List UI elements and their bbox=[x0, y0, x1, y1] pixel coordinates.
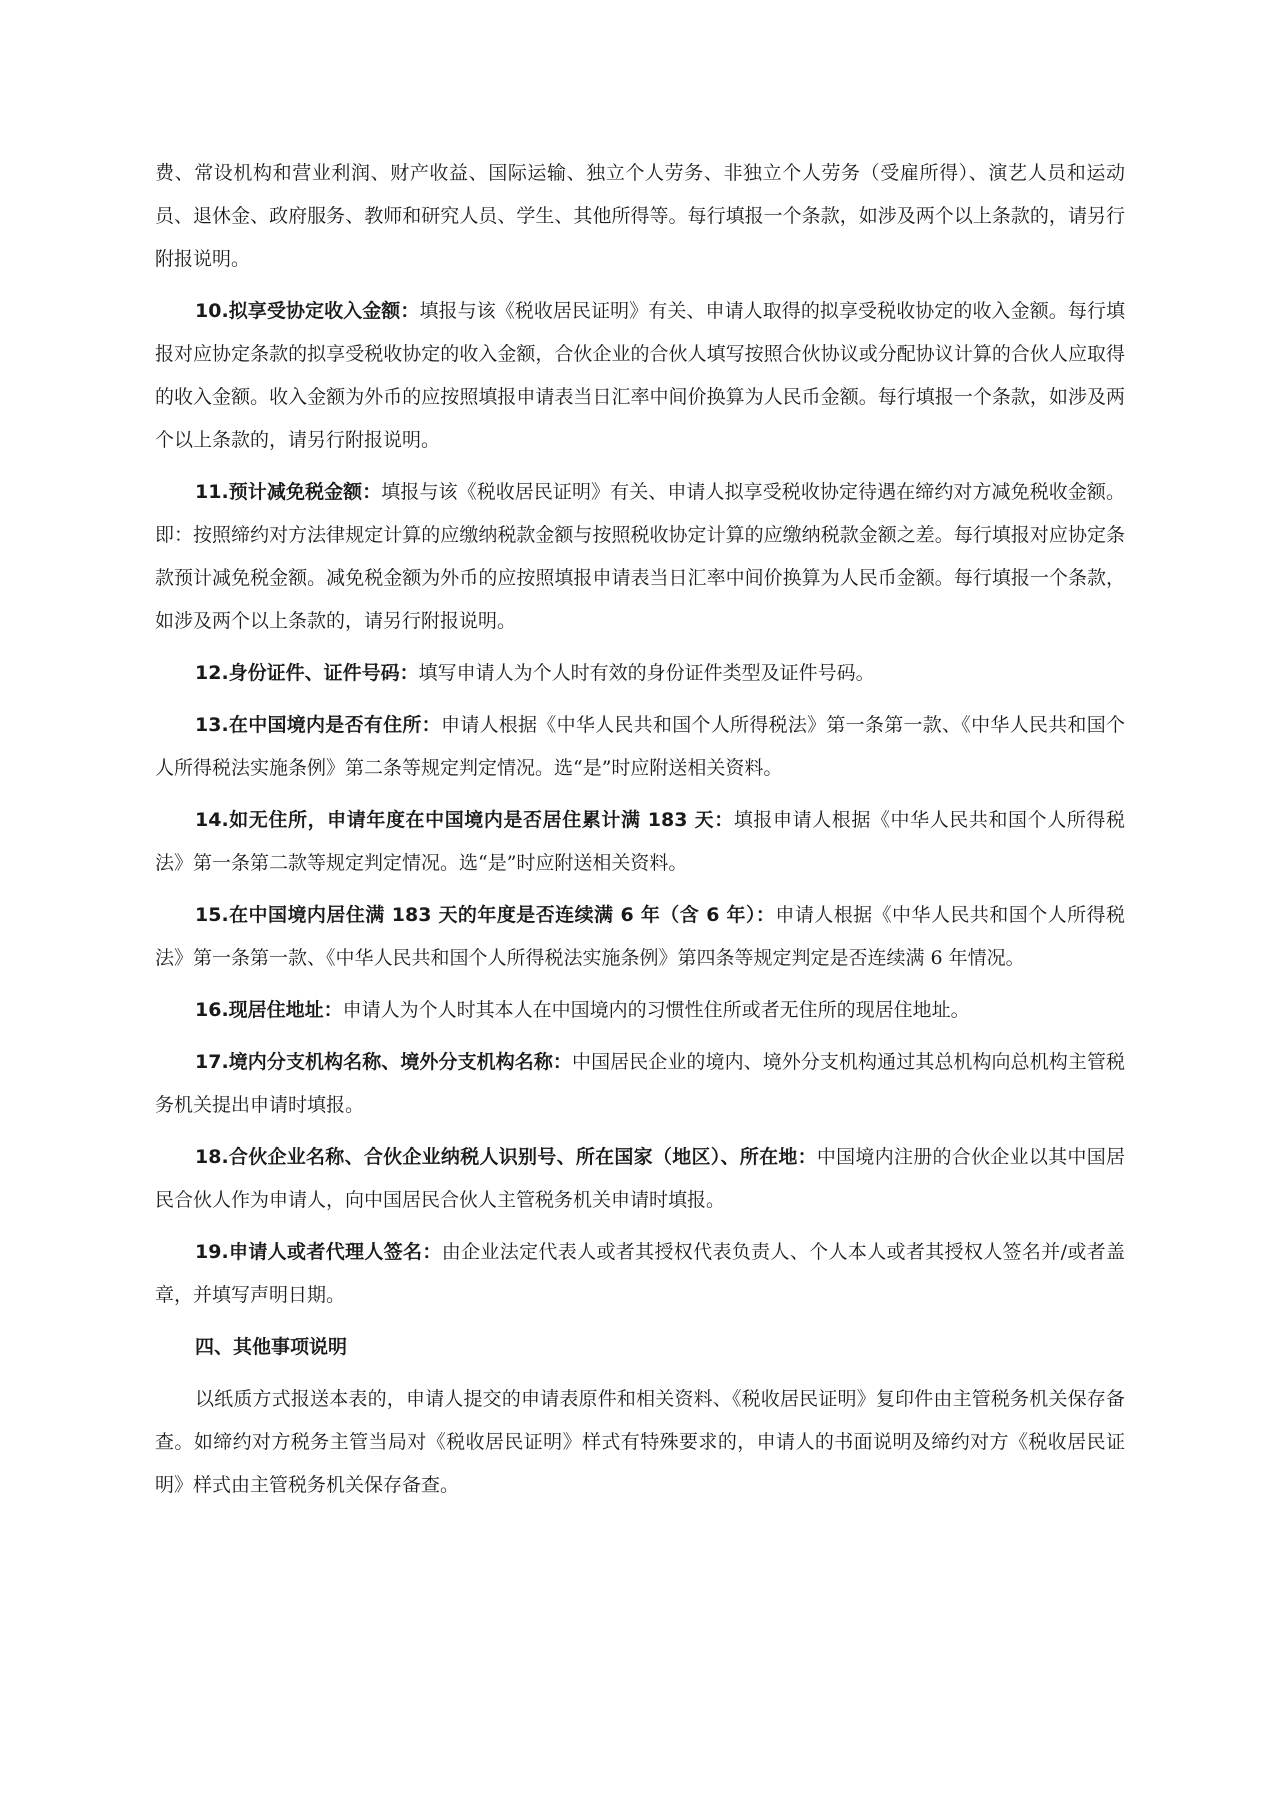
item-12-text: 填写申请人为个人时有效的身份证件类型及证件号码。 bbox=[418, 662, 875, 684]
item-18-term: 18.合伙企业名称、合伙企业纳税人识别号、所在国家（地区）、所在地： bbox=[195, 1146, 817, 1168]
item-14-paragraph bbox=[155, 799, 1125, 885]
item-10-text: 填报与该《税收居民证明》有关、申请人取得的拟享受税收协定的收入金额。每行填报对应协定条款的拟享受税收协定的收入金额，合伙企业的合伙人填写按照合伙协议或分配协议计算的合伙人应取得的收入金额。收入金额为外币的应按照填报申请表当日汇率中间价换算为人民币金额。每行填报一个条款，如涉及两个以上条款的，请另行附报说明。 bbox=[155, 300, 1125, 451]
item-18-paragraph bbox=[155, 1136, 1125, 1222]
item-13-paragraph bbox=[155, 704, 1125, 790]
item-10-term: 10.拟享受协定收入金额： bbox=[195, 300, 420, 322]
section-4-heading: 四、其他事项说明 bbox=[195, 1336, 348, 1358]
item-16-text: 申请人为个人时其本人在中国境内的习惯性住所或者无住所的现居住地址。 bbox=[342, 999, 970, 1021]
item-15-term: 15.在中国境内居住满 183 天的年度是否连续满 6 年（含 6 年）： bbox=[195, 904, 776, 926]
item-13-term: 13.在中国境内是否有住所： bbox=[195, 714, 441, 736]
item-11-paragraph bbox=[155, 471, 1125, 643]
item-16-term: 16.现居住地址： bbox=[195, 999, 343, 1021]
item-19-term: 19.申请人或者代理人签名： bbox=[195, 1241, 442, 1263]
item-13-text: 申请人根据《中华人民共和国个人所得税法》第一条第一款、《中华人民共和国个人所得税法实施条例》第二条等规定判定情况。选“是”时应附送相关资料。 bbox=[155, 714, 1125, 779]
document-body bbox=[155, 152, 1125, 1516]
continuation-paragraph: 费、常设机构和营业利润、财产收益、国际运输、独立个人劳务、非独立个人劳务（受雇所得）、演艺人员和运动员、退休金、政府服务、教师和研究人员、学生、其他所得等。每行填报一个条款，如涉及两个以上条款的，请另行附报说明。 bbox=[155, 162, 1125, 270]
item-19-text: 由企业法定代表人或者其授权代表负责人、个人本人或者其授权人签名并/或者盖章，并填写声明日期。 bbox=[155, 1241, 1125, 1306]
item-19-paragraph bbox=[155, 1231, 1125, 1317]
item-15-text: 申请人根据《中华人民共和国个人所得税法》第一条第一款、《中华人民共和国个人所得税法实施条例》第四条等规定判定是否连续满 6 年情况。 bbox=[155, 904, 1125, 969]
item-17-text: 中国居民企业的境内、境外分支机构通过其总机构向总机构主管税务机关提出申请时填报。 bbox=[155, 1051, 1125, 1116]
item-12-term: 12.身份证件、证件号码： bbox=[195, 662, 419, 684]
item-17-term: 17.境内分支机构名称、境外分支机构名称： bbox=[195, 1051, 572, 1073]
item-18-text: 中国境内注册的合伙企业以其中国居民合伙人作为申请人，向中国居民合伙人主管税务机关申请时填报。 bbox=[155, 1146, 1125, 1211]
item-14-term: 14.如无住所，申请年度在中国境内是否居住累计满 183 天： bbox=[195, 809, 734, 831]
item-17-paragraph bbox=[155, 1041, 1125, 1127]
item-14-text: 填报申请人根据《中华人民共和国个人所得税法》第一条第二款等规定判定情况。选“是”时应附送相关资料。 bbox=[155, 809, 1125, 874]
item-16-paragraph bbox=[155, 989, 1125, 1032]
item-11-term: 11.预计减免税金额： bbox=[195, 481, 382, 503]
item-10-paragraph bbox=[155, 290, 1125, 462]
section-4-paragraph: 以纸质方式报送本表的，申请人提交的申请表原件和相关资料、《税收居民证明》复印件由主管税务机关保存备查。如缔约对方税务主管当局对《税收居民证明》样式有特殊要求的，申请人的书面说明及缔约对方《税收居民证明》样式由主管税务机关保存备查。 bbox=[155, 1388, 1125, 1496]
item-11-text: 填报与该《税收居民证明》有关、申请人拟享受税收协定待遇在缔约对方减免税收金额。即：按照缔约对方法律规定计算的应缴纳税款金额与按照税收协定计算的应缴纳税款金额之差。每行填报对应协定条款预计减免税金额。减免税金额为外币的应按照填报申请表当日汇率中间价换算为人民币金额。每行填报一个条款，如涉及两个以上条款的，请另行附报说明。 bbox=[155, 481, 1125, 632]
item-15-paragraph bbox=[155, 894, 1125, 980]
item-12-paragraph bbox=[155, 652, 1125, 695]
